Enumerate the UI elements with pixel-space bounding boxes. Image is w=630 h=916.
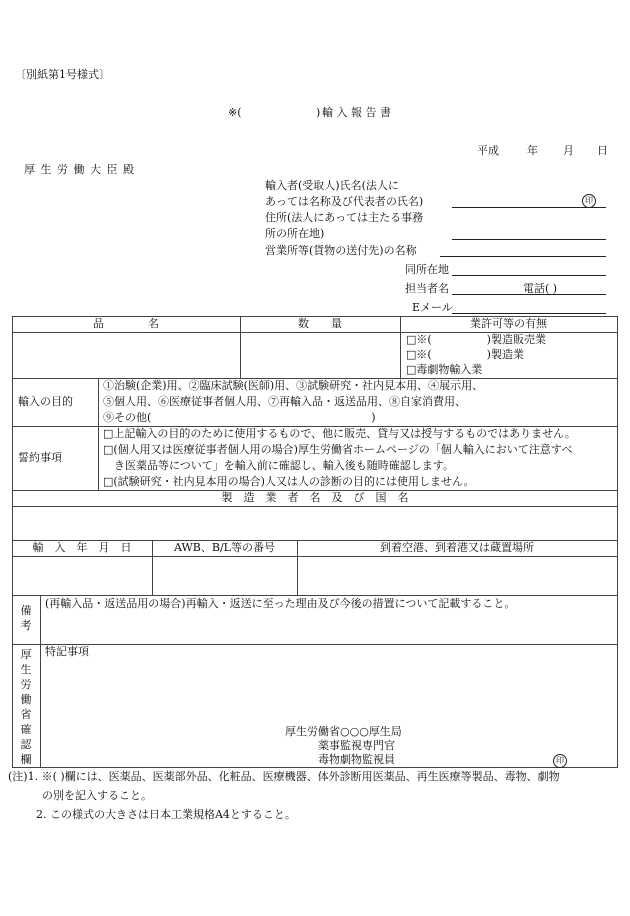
date-era: 平成	[477, 144, 499, 157]
seal-mark	[582, 193, 596, 208]
license-option-manufacturing[interactable]: □※( )製造業	[406, 348, 524, 361]
applicant-name-label: 輸入者(受取人)氏名(法人に	[265, 179, 399, 192]
table-border	[12, 595, 618, 596]
table-border	[617, 316, 618, 767]
purpose-line: ⑨その他( )	[103, 411, 376, 424]
purpose-line: ⑤個人用、⑥医療従事者個人用、⑦再輸入品・返送品用、⑧自家消費用、	[103, 395, 466, 408]
remarks-label: 備考	[20, 604, 32, 632]
address-label-2: 所の所在地)	[265, 227, 325, 240]
office-name-field[interactable]	[440, 256, 606, 257]
email-field[interactable]	[452, 313, 606, 314]
date-month: 月	[563, 144, 574, 157]
header-import-date: 輸 入 年 月 日	[32, 541, 132, 554]
table-border	[12, 767, 618, 768]
remarks-text: (再輸入品・返送品用の場合)再輸入・返送に至った理由及び今後の措置について記載すること。	[45, 597, 516, 610]
pledge-checkbox-2[interactable]: □(個人用又は医療従事者個人用の場合)厚生労働省ホームページの「個人輸入において注意すべ	[103, 443, 573, 456]
office-name-label: 営業所等(貨物の送付先)の名称	[265, 244, 417, 257]
address-field[interactable]	[452, 239, 606, 240]
header-quantity: 数 量	[298, 317, 342, 330]
table-border	[12, 556, 618, 557]
header-manufacturer: 製 造 業 者 名 及 び 国 名	[221, 491, 409, 504]
address-label: 住所(法人にあっては主たる事務	[265, 211, 424, 224]
note-1: (注)1. ※( )欄には、医薬品、医薬部外品、化粧品、医療機器、体外診断用医薬品、再生医療等製品、毒物、劇物	[8, 770, 560, 783]
ministry-label: 厚生労働省確認欄	[20, 648, 32, 766]
header-product: 品 名	[93, 317, 159, 330]
special-notes-label: 特記事項	[45, 645, 89, 658]
header-awb: AWB、B/L等の番号	[174, 541, 275, 554]
table-border	[12, 506, 618, 507]
ministry-sign-line: 厚生労働省○○○厚生局	[285, 725, 402, 738]
note-1-cont: の別を記入すること。	[42, 789, 152, 802]
header-license: 業許可等の有無	[470, 317, 547, 330]
seal-icon: 印	[582, 194, 596, 208]
ministry-seal	[553, 753, 567, 768]
title-close: )	[316, 106, 321, 119]
pledge-checkbox-1[interactable]: □上記輸入の目的のために使用するもので、他に販売、貸与又は授与するものではありません。	[103, 427, 576, 440]
header-arrival: 到着空港、到着港又は蔵置場所	[380, 541, 534, 554]
email-label: Eメール	[412, 301, 453, 314]
office-location-field[interactable]	[452, 275, 606, 276]
form-number: 〔別紙第1号様式〕	[15, 68, 110, 81]
page-title: 輸 入 報 告 書	[322, 106, 391, 119]
date-day: 日	[597, 144, 608, 157]
pledge-checkbox-3[interactable]: □(試験研究・社内見本用の場合)人又は人の診断の目的には使用しません。	[103, 475, 475, 488]
contact-field[interactable]	[452, 294, 606, 295]
license-option-poison-import[interactable]: □毒劇物輸入業	[406, 363, 483, 376]
ministry-sign-line: 毒物劇物監視員	[318, 753, 395, 766]
title-prefix: ※(	[228, 106, 242, 119]
date-year: 年	[527, 144, 538, 157]
seal-icon: 印	[553, 754, 567, 768]
table-border	[98, 378, 99, 490]
pledge-line: き医薬品等について」を輸入前に確認し、輸入後も随時確認します。	[103, 459, 454, 472]
purpose-line: ①治験(企業)用、②臨床試験(医師)用、③試験研究・社内見本用、④展示用、	[103, 379, 484, 392]
pledge-label: 誓約事項	[18, 451, 62, 464]
addressee: 厚 生 労 働 大 臣 殿	[24, 163, 135, 176]
table-border	[40, 595, 41, 767]
table-border	[12, 644, 618, 645]
purpose-label: 輸入の目的	[18, 395, 73, 408]
license-option-manufacturing-sales[interactable]: □※( )製造販売業	[406, 333, 546, 346]
phone-label: 電話( )	[523, 282, 558, 295]
note-2: 2. この様式の大きさは日本工業規格A4とすること。	[36, 808, 296, 821]
applicant-name-label-2: あっては名称及び代表者の氏名)	[265, 195, 424, 208]
office-location-label: 同所在地	[405, 263, 449, 276]
contact-person-label: 担当者名	[405, 282, 449, 295]
ministry-sign-line: 薬事監視専門官	[318, 739, 395, 752]
